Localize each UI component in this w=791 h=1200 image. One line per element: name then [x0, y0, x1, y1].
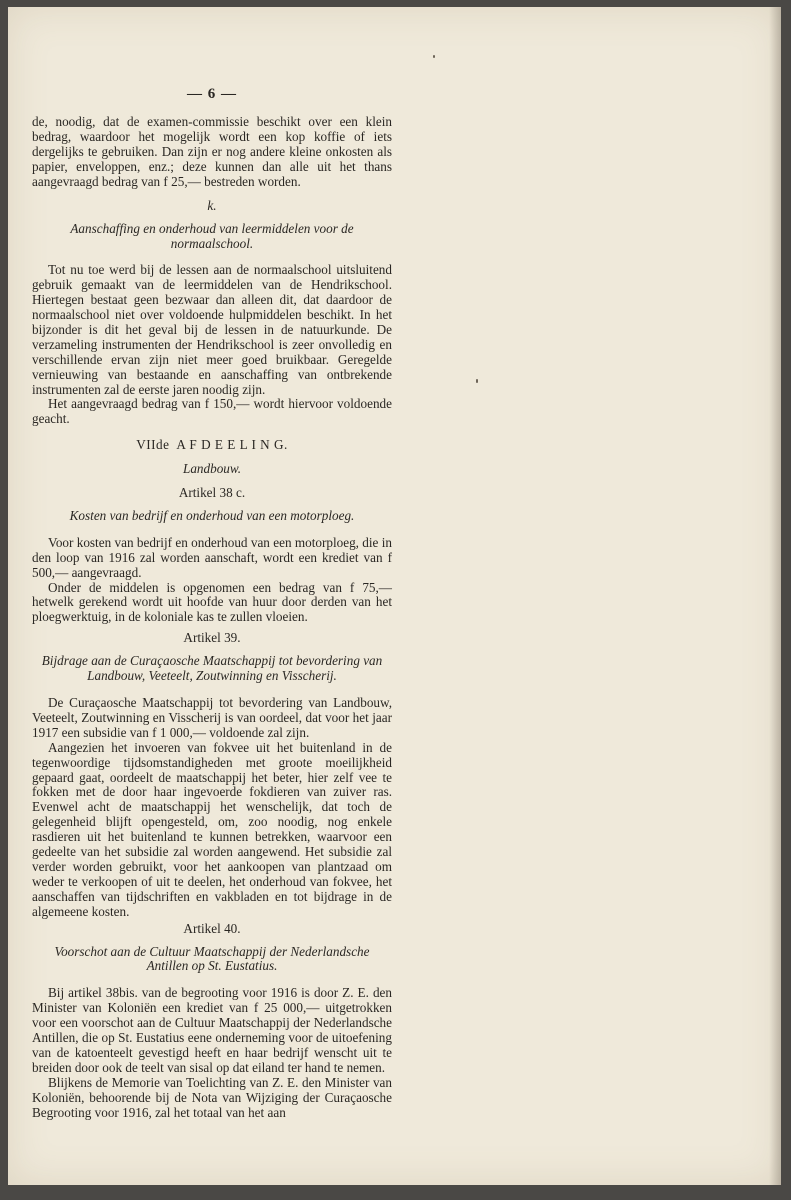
- intro-paragraph: de, noodig, dat de examen-commissie beschikt over een klein bedrag, waardoor het mogelijk wordt een kop koffie of iets dergelijks te gebruiken. Dan zijn er nog andere kleine onkosten als papier, enveloppen, enz.; deze kunnen dan alle uit het thans aangevraagd bedrag van f 25,— bestreden worden.: [32, 114, 392, 189]
- artikel-40-subtitle-line1: Voorschot aan de Cultuur Maatschappij der Nederlandsche: [54, 943, 370, 959]
- document-text-column: [32, 87, 392, 1120]
- section-letter-k: k.: [207, 197, 217, 213]
- artikel-40-paragraph-1: Bij artikel 38bis. van de begrooting voor 1916 is door Z. E. den Minister van Koloniën een krediet van f 25 000,— uitgetrokken voor een voorschot aan de Cultuur Maatschappij der Nederlandsche Antillen, die op St. Eustatius eene onderneming voor de uitoefening van de katoenteelt gevestigd heeft en haar bedrijf wenscht uit te breiden door ook de teelt van sisal op dat eiland ter hand te nemen.: [32, 985, 392, 1075]
- section-k-title: Aanschaffing en onderhoud van leermiddelen voor de normaalschool.: [70, 221, 354, 252]
- document-page: [8, 7, 781, 1185]
- artikel-39-paragraph-2: Aangezien het invoeren van fokvee uit het buitenland in de tegenwoordige tijdsomstandigheden met groote moeilijkheid gepaard gaat, oordeelt de maatschappij het beter, hier zelf vee te fokken met de door haar ingevoerde fokdieren van zuiver ras. Evenwel acht de maatschappij het wenschelijk, dat toch de gelegenheid blijft opengesteld, om, zoo noodig, nog enkele rasdieren uit het buitenland te kunnen betrekken, waarvoor een gedeelte van het subsidie zal worden aangewend. Het subsidie zal verder worden gebruikt, voor het aankoopen van plantzaad om weder te verkoopen of uit te deelen, het onderhoud van fokvee, het aanschaffen van tijdschriften en vakbladen en tot bijdrage in de algemeene kosten.: [32, 739, 392, 919]
- page-number: — 6 —: [187, 86, 237, 102]
- artikel-40-heading: Artikel 40.: [183, 920, 241, 936]
- section-k-paragraph-2: Het aangevraagd bedrag van f 150,— wordt hiervoor voldoende geacht.: [32, 396, 392, 427]
- artikel-39-subtitle-line2: Landbouw, Veeteelt, Zoutwinning en Visscherij.: [87, 668, 337, 684]
- artikel-40-subtitle-line2: Antillen op St. Eustatius.: [146, 958, 278, 974]
- artikel-39-paragraph-1: De Curaçaosche Maatschappij tot bevordering van Landbouw, Veeteelt, Zoutwinning en Visscherij is van oordeel, dat voor het jaar 1917 een subsidie van f 1 000,— voldoende zal zijn.: [32, 695, 392, 740]
- afdeeling-prefix: VIIde: [136, 437, 170, 453]
- afdeeling-subtitle: Landbouw.: [182, 461, 241, 477]
- artikel-40-paragraph-2: Blijkens de Memorie van Toelichting van Z. E. den Minister van Koloniën, behoorende bij de Nota van Wijziging der Curaçaosche Begrooting voor 1916, zal het totaal van het aan: [32, 1074, 392, 1120]
- artikel-38c-paragraph-1: Voor kosten van bedrijf en onderhoud van een motorploeg, die in den loop van 1916 zal worden aanschaft, wordt een krediet van f 500,— aangevraagd.: [32, 534, 392, 580]
- scan-speck: [476, 379, 478, 383]
- artikel-39-heading: Artikel 39.: [183, 630, 241, 646]
- artikel-38c-subtitle: Kosten van bedrijf en onderhoud van een motorploeg.: [69, 507, 355, 523]
- artikel-38c-heading: Artikel 38 c.: [178, 485, 246, 501]
- artikel-38c-paragraph-2: Onder de middelen is opgenomen een bedrag van f 75,— hetwelk gerekend wordt uit hoofde van huur door derden van het ploegwerktuig, in de koloniale kas te zullen vloeien.: [32, 579, 392, 625]
- afdeeling-heading: [32, 438, 392, 453]
- afdeeling-title: A F D E E L I N G.: [176, 437, 288, 453]
- section-k-paragraph-1: Tot nu toe werd bij de lessen aan de normaalschool uitsluitend gebruik gemaakt van de leermiddelen van de Hendrikschool. Hiertegen bestaat geen bezwaar dan alleen dit, dat daardoor de normaalschool niet over voldoende hulpmiddelen beschikt. In het bijzonder is dit het geval bij de lessen in de natuurkunde. De verzameling instrumenten der Hendrikschool is zeer onvolledig en verschillende ervan zijn niet meer goed bruikbaar. Geregelde vernieuwing van bestaande en aanschaffing van ontbrekende instrumenten zal de eerste jaren noodig zijn.: [32, 262, 392, 397]
- page-edge-shadow: [769, 7, 781, 1185]
- scan-speck: [433, 55, 435, 58]
- artikel-39-subtitle-line1: Bijdrage aan de Curaçaosche Maatschappij tot bevordering van: [41, 653, 383, 669]
